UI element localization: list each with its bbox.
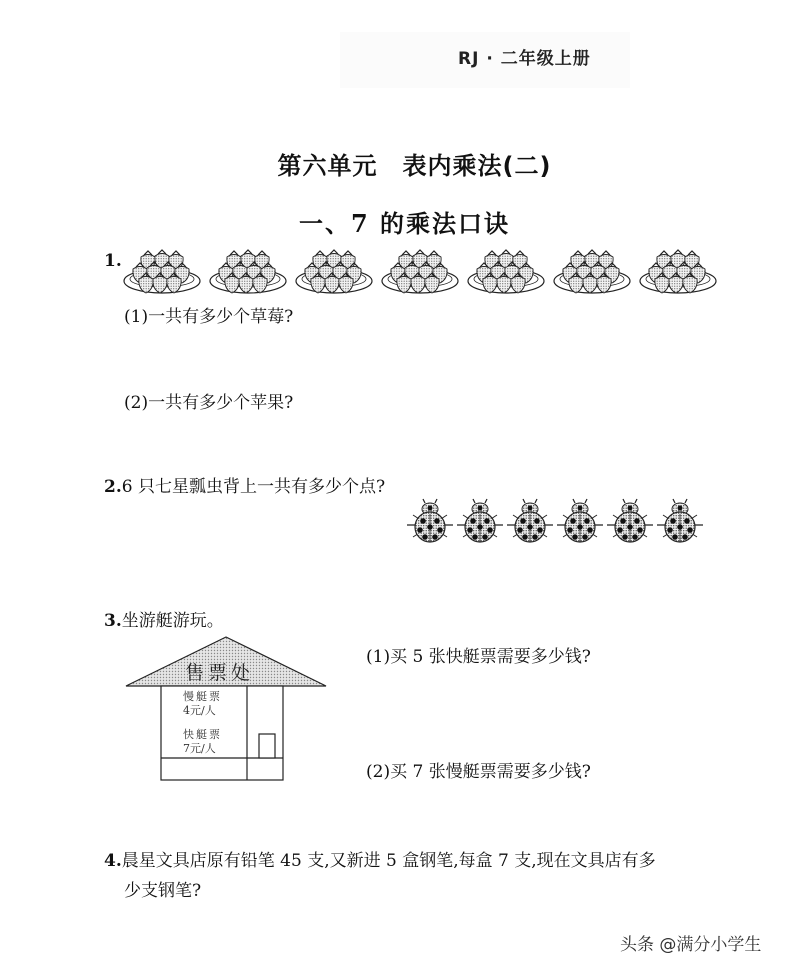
question-4-number: 4. xyxy=(104,851,122,871)
ladybug-icon xyxy=(405,497,455,547)
strawberry-plate-icon xyxy=(550,245,636,297)
ladybug-icon xyxy=(455,497,505,547)
fast-ticket-price: 7元/人 xyxy=(183,742,216,755)
question-2 xyxy=(104,472,385,497)
ladybug-icon xyxy=(555,497,605,547)
ladybugs-figure xyxy=(405,497,705,547)
strawberry-plate-icon xyxy=(464,245,550,297)
watermark: 头条 @满分小学生 xyxy=(620,935,762,955)
grade-label: RJ · 二年级上册 xyxy=(458,49,591,69)
ladybug-icon xyxy=(505,497,555,547)
slow-ticket-name: 慢艇票 xyxy=(183,690,222,703)
question-2-text: 6 只七星瓢虫背上一共有多少个点? xyxy=(121,477,386,497)
strawberry-plate-icon xyxy=(206,245,292,297)
ticket-booth-figure xyxy=(123,634,329,788)
question-3-text: 坐游艇游玩。 xyxy=(121,611,224,631)
strawberry-plate-icon xyxy=(292,245,378,297)
unit-title: 第六单元 表内乘法(二) xyxy=(277,152,552,180)
question-3-number: 3. xyxy=(104,611,122,631)
strawberry-plate-icon xyxy=(636,245,722,297)
strawberry-plates-figure xyxy=(120,245,722,297)
strawberry-plate-icon xyxy=(120,245,206,297)
ladybug-icon xyxy=(655,497,705,547)
strawberry-plate-icon xyxy=(378,245,464,297)
section-title: 一、7 的乘法口诀 xyxy=(298,209,511,238)
question-4 xyxy=(104,846,656,871)
question-2-number: 2. xyxy=(104,477,122,497)
booth-sign: 售票处 xyxy=(185,662,255,684)
question-4-text-line1: 晨星文具店原有铅笔 45 支,又新进 5 盒钢笔,每盒 7 支,现在文具店有多 xyxy=(121,851,656,871)
question-1-sub-1: (1)一共有多少个草莓? xyxy=(124,307,294,327)
fast-ticket-name: 快艇票 xyxy=(183,728,222,741)
question-1-sub-2: (2)一共有多少个苹果? xyxy=(124,393,294,413)
slow-ticket-price: 4元/人 xyxy=(183,704,216,717)
question-3-sub-1: (1)买 5 张快艇票需要多少钱? xyxy=(366,647,591,667)
question-1-number: 1. xyxy=(104,251,122,271)
house-icon xyxy=(123,634,329,784)
question-3 xyxy=(104,606,224,631)
ladybug-icon xyxy=(605,497,655,547)
question-3-sub-2: (2)买 7 张慢艇票需要多少钱? xyxy=(366,762,591,782)
question-4-text-line2: 少支钢笔? xyxy=(124,881,202,901)
